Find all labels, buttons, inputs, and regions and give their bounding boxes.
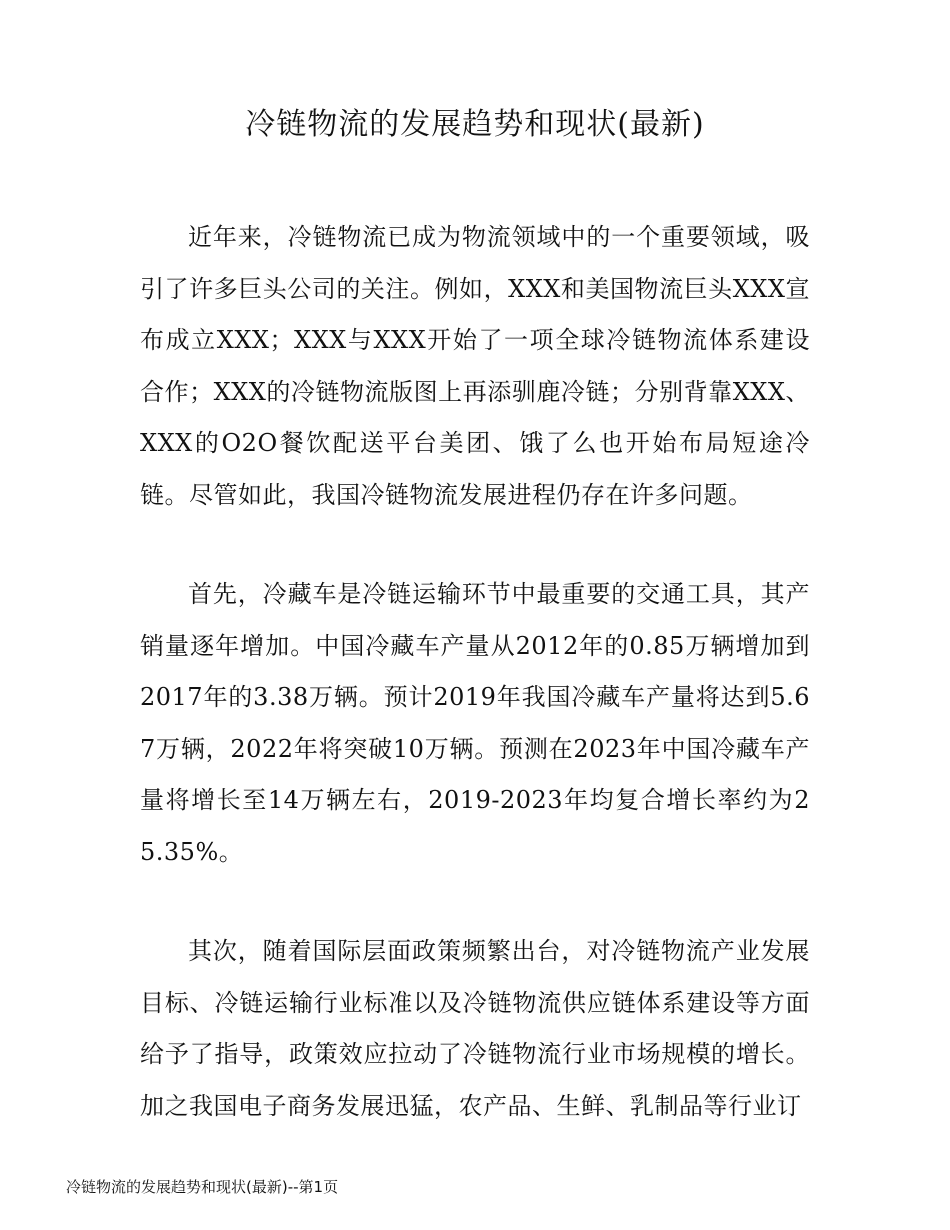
document-body xyxy=(140,212,810,1180)
document-title: 冷链物流的发展趋势和现状(最新) xyxy=(245,107,705,142)
page-footer: 冷链物流的发展趋势和现状(最新)--第1页 xyxy=(66,1178,339,1196)
paragraph-refrigerated-trucks: 首先，冷藏车是冷链运输环节中最重要的交通工具，其产销量逐年增加。中国冷藏车产量从2012年的0.85万辆增加到2017年的3.38万辆。预计2019年我国冷藏车产量将达到5.67万辆，2022年将突破10万辆。预测在2023年中国冷藏车产量将增长至14万辆左右，2019-2023年均复合增长率约为25.35%。 xyxy=(140,580,810,866)
paragraph-policy: 其次，随着国际层面政策频繁出台，对冷链物流产业发展目标、冷链运输行业标准以及冷链物流供应链体系建设等方面给予了指导，政策效应拉动了冷链物流行业市场规模的增长。加之我国电子商务发展迅猛，农产品、生鲜、乳制品等行业订 xyxy=(140,937,810,1120)
paragraph-intro: 近年来，冷链物流已成为物流领域中的一个重要领域，吸引了许多巨头公司的关注。例如，XXX和美国物流巨头XXX宣布成立XXX；XXX与XXX开始了一项全球冷链物流体系建设合作；XXX的冷链物流版图上再添驯鹿冷链；分别背靠XXX、XXX的O2O餐饮配送平台美团、饿了么也开始布局短途冷链。尽管如此，我国冷链物流发展进程仍存在许多问题。 xyxy=(140,223,810,509)
